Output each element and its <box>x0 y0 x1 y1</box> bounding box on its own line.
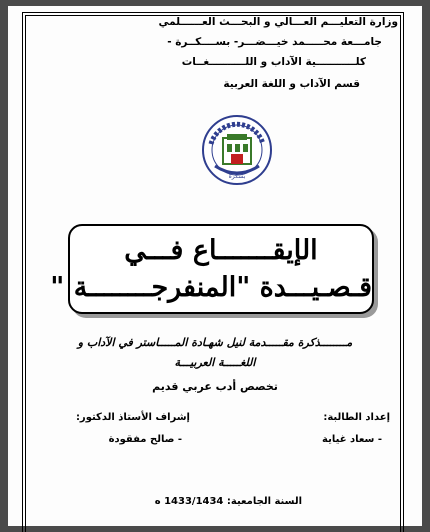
supervisor-label: إشراف الأستاذ الدكتور: <box>75 412 190 423</box>
logo-bottom-text: بسكرة <box>228 173 246 180</box>
student-name: - سعاد غياية <box>322 434 382 445</box>
academic-year: السنة الجامعية: 1433/1434 ه <box>154 496 302 507</box>
faculty-name: كلـــــــــــية الآداب و اللــــــــــغــات <box>181 56 366 68</box>
specialty: تخصص أدب عربي قديم <box>152 380 278 393</box>
department-name: قسم الآداب و اللغة العربية <box>223 78 360 90</box>
title-line-2: قـصـيـــدة "المنفرجــــــــة " <box>50 272 372 303</box>
prepared-by-label: إعداد الطالبة: <box>323 412 390 423</box>
university-name: جامـــعة محـــــمد خيـــضـــر- بســــكــرة - <box>167 36 382 48</box>
university-emblem-icon <box>201 114 273 186</box>
title-box <box>50 224 374 314</box>
title-line-1: الإيقـــــــاع فـــي <box>124 235 318 266</box>
thesis-description: مــــــــذكرة مقـــــدمة لنيل شهـادة المـــــاستر في الآداب و <box>77 336 353 349</box>
professor-name: - صالح مفقودة <box>108 434 182 445</box>
ministry-name: وزارة التعليـــم العـــالي و البحـــث العــــــلمي <box>158 16 398 28</box>
thesis-description-cont: اللغـــــة العربيـــة <box>174 356 256 369</box>
document-page <box>8 6 422 526</box>
